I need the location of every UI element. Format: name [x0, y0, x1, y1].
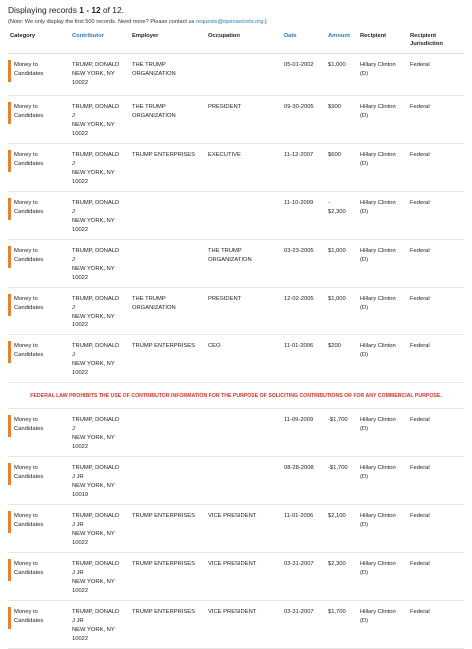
summary-total: 12 [112, 5, 122, 15]
jurisdiction-cell [408, 601, 464, 649]
employer-cell [130, 191, 206, 239]
category-cell-text: Candidates [14, 112, 44, 119]
contributor-cell [70, 457, 130, 505]
table-row [8, 505, 464, 553]
amount-cell-text: $2,100 [328, 513, 346, 520]
col-employer: Employer [132, 33, 159, 39]
contributor-cell-text: J [72, 112, 75, 119]
occupation-cell-text: PRESIDENT [208, 103, 242, 110]
amount-cell [326, 409, 358, 457]
amount-cell-text: $600 [328, 151, 341, 158]
contributor-cell [70, 191, 130, 239]
contributor-cell-text: TRUMP, DONALD [72, 151, 120, 158]
recipient-cell [358, 191, 408, 239]
contributor-cell-text: TRUMP, DONALD [72, 61, 120, 68]
recipient-cell [358, 335, 408, 383]
occupation-cell-text: ORGANIZATION [208, 256, 252, 263]
jurisdiction-cell-text: Federal [410, 609, 430, 616]
category-cell [8, 191, 70, 239]
amount-cell [326, 287, 358, 335]
recipient-cell-text: (D) [360, 256, 369, 263]
category-cell-text: Money to [14, 417, 38, 424]
contributor-cell-text: 10022 [72, 322, 89, 329]
amount-cell-text: $900 [328, 103, 341, 110]
jurisdiction-cell-text: Federal [410, 465, 430, 472]
recipient-cell [358, 287, 408, 335]
table-row [8, 143, 464, 191]
employer-cell [130, 335, 206, 383]
contributor-cell-text: TRUMP, DONALD [72, 465, 120, 472]
note-text: (Note: We only display the first 500 records. Need more? Please contact us [8, 19, 196, 25]
category-cell-text: Candidates [14, 474, 44, 481]
contributor-cell-text: 10022 [72, 444, 89, 451]
date-cell-text: 03-31-2007 [284, 609, 314, 616]
recipient-cell-text: Hillary Clinton [360, 561, 396, 568]
recipient-cell-text: (D) [360, 474, 369, 481]
contributor-cell-text: NEW YORK, NY [72, 627, 115, 634]
recipient-cell [358, 505, 408, 553]
category-cell-text: Money to [14, 465, 38, 472]
col-recipient: Recipient [360, 33, 387, 39]
jurisdiction-cell [408, 53, 464, 95]
recipient-cell [358, 143, 408, 191]
recipient-cell-text: (D) [360, 70, 369, 77]
occupation-cell [206, 601, 282, 649]
recipient-cell-text: Hillary Clinton [360, 151, 396, 158]
category-cell [8, 505, 70, 553]
amount-cell [326, 191, 358, 239]
recipient-cell [358, 53, 408, 95]
contributor-cell-text: TRUMP, DONALD [72, 199, 120, 206]
contributor-cell-text: NEW YORK, NY [72, 121, 115, 128]
table-row [8, 239, 464, 287]
employer-cell-text: ORGANIZATION [132, 304, 176, 311]
jurisdiction-cell [408, 553, 464, 601]
category-cell-text: Candidates [14, 256, 44, 263]
table-row [8, 601, 464, 649]
contributor-cell-text: TRUMP, DONALD [72, 343, 120, 350]
date-cell [282, 239, 326, 287]
category-cell [8, 53, 70, 95]
date-cell-text: 12-02-2005 [284, 295, 314, 302]
contributor-cell-text: J [72, 352, 75, 359]
contributor-cell-text: 10022 [72, 636, 89, 643]
category-cell-text: Money to [14, 103, 38, 110]
recipient-cell-text: Hillary Clinton [360, 513, 396, 520]
employer-cell-text: THE TRUMP [132, 295, 166, 302]
category-cell [8, 553, 70, 601]
contributor-cell-text: NEW YORK, NY [72, 70, 115, 77]
date-cell [282, 457, 326, 505]
recipient-cell [358, 239, 408, 287]
contributor-cell [70, 95, 130, 143]
col-contributor-sort[interactable]: Contributor [72, 33, 104, 39]
date-cell-text: 05-01-2002 [284, 61, 314, 68]
occupation-cell [206, 95, 282, 143]
date-cell [282, 143, 326, 191]
table-row [8, 457, 464, 505]
date-cell-text: 11-01-2006 [284, 513, 314, 520]
category-cell [8, 95, 70, 143]
contributor-cell-text: NEW YORK, NY [72, 579, 115, 586]
amount-cell [326, 335, 358, 383]
employer-cell-text: TRUMP ENTERPRISES [132, 609, 196, 616]
contributor-cell-text: NEW YORK, NY [72, 217, 115, 224]
date-cell [282, 409, 326, 457]
table-header-row [8, 28, 464, 53]
occupation-cell [206, 409, 282, 457]
category-cell-text: Candidates [14, 160, 44, 167]
contributor-cell-text: TRUMP, DONALD [72, 513, 120, 520]
recipient-cell-text: Hillary Clinton [360, 417, 396, 424]
table-row [8, 287, 464, 335]
category-cell [8, 409, 70, 457]
contributor-cell-text: TRUMP, DONALD [72, 561, 120, 568]
employer-cell [130, 553, 206, 601]
amount-cell-text: $200 [328, 343, 341, 350]
employer-cell [130, 505, 206, 553]
contributor-cell-text: TRUMP, DONALD [72, 247, 120, 254]
recipient-cell [358, 95, 408, 143]
occupation-cell-text: VICE PRESIDENT [208, 513, 257, 520]
contributor-cell-text: NEW YORK, NY [72, 531, 115, 538]
contributor-cell [70, 553, 130, 601]
contributor-cell-text: 10022 [72, 540, 89, 547]
legal-warning-row [8, 383, 464, 409]
recipient-cell-text: Hillary Clinton [360, 199, 396, 206]
jurisdiction-cell-text: Federal [410, 151, 430, 158]
jurisdiction-cell-text: Federal [410, 199, 430, 206]
employer-cell-text: ORGANIZATION [132, 112, 176, 119]
jurisdiction-cell [408, 191, 464, 239]
jurisdiction-cell [408, 287, 464, 335]
jurisdiction-cell-text: Federal [410, 247, 430, 254]
date-cell-text: 03-23-2005 [284, 247, 314, 254]
recipient-cell-text: (D) [360, 112, 369, 119]
date-cell-text: 11-10-2009 [284, 199, 314, 206]
occupation-cell [206, 505, 282, 553]
category-cell [8, 457, 70, 505]
contributor-cell-text: J JR [72, 474, 84, 481]
contributor-cell-text: NEW YORK, NY [72, 483, 115, 490]
date-cell [282, 191, 326, 239]
employer-cell-text: THE TRUMP [132, 61, 166, 68]
col-jurisdiction [408, 28, 464, 53]
contributor-cell-text: 10022 [72, 178, 89, 185]
contributor-cell-text: NEW YORK, NY [72, 361, 115, 368]
recipient-cell-text: Hillary Clinton [360, 247, 396, 254]
contributor-cell [70, 239, 130, 287]
records-table [8, 28, 464, 649]
summary-range: 1 - 12 [79, 5, 101, 15]
col-category: Category [10, 33, 36, 39]
contributor-cell-text: TRUMP, DONALD [72, 417, 120, 424]
contributor-cell-text: J [72, 160, 75, 167]
recipient-cell [358, 553, 408, 601]
jurisdiction-cell-text: Federal [410, 61, 430, 68]
col-amount-sort[interactable]: Amount [328, 33, 350, 39]
amount-cell-text: $1,000 [328, 295, 346, 302]
summary-suffix: . [121, 5, 124, 15]
date-cell-text: 11-01-2006 [284, 343, 314, 350]
occupation-cell-text: PRESIDENT [208, 295, 242, 302]
recipient-cell-text: (D) [360, 522, 369, 529]
jurisdiction-cell-text: Federal [410, 295, 430, 302]
records-summary [8, 4, 464, 17]
category-cell-text: Money to [14, 561, 38, 568]
amount-cell [326, 143, 358, 191]
contributor-cell-text: J [72, 426, 75, 433]
amount-cell-text: -$1,700 [328, 465, 348, 472]
records-note [8, 17, 464, 28]
amount-cell-text: $1,700 [328, 609, 346, 616]
table-row [8, 553, 464, 601]
category-cell [8, 239, 70, 287]
occupation-cell-text: THE TRUMP [208, 247, 242, 254]
amount-cell [326, 505, 358, 553]
contributor-cell [70, 601, 130, 649]
contributor-cell-text: NEW YORK, NY [72, 313, 115, 320]
category-cell [8, 601, 70, 649]
contributor-cell-text: J JR [72, 570, 84, 577]
category-cell-text: Candidates [14, 570, 44, 577]
contributor-cell [70, 505, 130, 553]
recipient-cell-text: (D) [360, 304, 369, 311]
contributor-cell [70, 143, 130, 191]
table-row [8, 409, 464, 457]
category-cell-text: Candidates [14, 352, 44, 359]
occupation-cell [206, 335, 282, 383]
contributor-cell-text: J [72, 256, 75, 263]
jurisdiction-cell [408, 239, 464, 287]
recipient-cell-text: (D) [360, 160, 369, 167]
occupation-cell [206, 143, 282, 191]
employer-cell-text: ORGANIZATION [132, 70, 176, 77]
jurisdiction-cell [408, 505, 464, 553]
contributor-cell-text: NEW YORK, NY [72, 265, 115, 272]
category-cell-text: Candidates [14, 70, 44, 77]
contributor-cell-text: TRUMP, DONALD [72, 609, 120, 616]
recipient-cell [358, 409, 408, 457]
amount-cell [326, 457, 358, 505]
contributor-cell-text: 10022 [72, 370, 89, 377]
date-cell-text: 08-28-2008 [284, 465, 314, 472]
recipient-cell-text: Hillary Clinton [360, 465, 396, 472]
employer-cell [130, 53, 206, 95]
contributor-cell-text: TRUMP, DONALD [72, 103, 120, 110]
occupation-cell-text: VICE PRESIDENT [208, 609, 257, 616]
col-occupation: Occupation [208, 33, 240, 39]
date-cell [282, 95, 326, 143]
category-cell-text: Money to [14, 343, 38, 350]
contributor-cell-text: 10022 [72, 588, 89, 595]
category-cell-text: Money to [14, 513, 38, 520]
category-cell-text: Money to [14, 199, 38, 206]
employer-cell-text: TRUMP ENTERPRISES [132, 513, 196, 520]
recipient-cell [358, 601, 408, 649]
recipient-cell-text: Hillary Clinton [360, 61, 396, 68]
category-cell [8, 287, 70, 335]
contributor-cell [70, 409, 130, 457]
amount-cell-text: - [328, 199, 330, 206]
employer-cell [130, 601, 206, 649]
occupation-cell [206, 287, 282, 335]
col-jurisdiction-line2: Jurisdiction [410, 41, 443, 48]
contributor-cell-text: NEW YORK, NY [72, 435, 115, 442]
date-cell-text: 11-09-2009 [284, 417, 314, 424]
occupation-cell [206, 53, 282, 95]
contributor-cell [70, 53, 130, 95]
amount-cell [326, 553, 358, 601]
category-cell-text: Money to [14, 295, 38, 302]
recipient-cell-text: Hillary Clinton [360, 609, 396, 616]
category-cell [8, 335, 70, 383]
contributor-cell [70, 287, 130, 335]
amount-cell-text: $1,000 [328, 61, 346, 68]
occupation-cell [206, 457, 282, 505]
jurisdiction-cell [408, 95, 464, 143]
date-cell-text: 11-12-2007 [284, 151, 314, 158]
employer-cell-text: TRUMP ENTERPRISES [132, 343, 196, 350]
jurisdiction-cell-text: Federal [410, 561, 430, 568]
date-cell [282, 335, 326, 383]
recipient-cell-text: (D) [360, 426, 369, 433]
col-jurisdiction-line1: Recipient [410, 33, 437, 39]
recipient-cell-text: Hillary Clinton [360, 295, 396, 302]
table-row [8, 95, 464, 143]
recipient-cell-text: Hillary Clinton [360, 103, 396, 110]
recipient-cell-text: Hillary Clinton [360, 343, 396, 350]
amount-cell [326, 95, 358, 143]
summary-middle: of [100, 5, 113, 15]
jurisdiction-cell [408, 335, 464, 383]
category-cell-text: Money to [14, 61, 38, 68]
amount-cell [326, 601, 358, 649]
jurisdiction-cell [408, 457, 464, 505]
employer-cell [130, 95, 206, 143]
employer-cell-text: THE TRUMP [132, 103, 166, 110]
category-cell-text: Money to [14, 609, 38, 616]
occupation-cell-text: EXECUTIVE [208, 151, 241, 158]
recipient-cell-text: (D) [360, 352, 369, 359]
employer-cell-text: TRUMP ENTERPRISES [132, 561, 196, 568]
recipient-cell [358, 457, 408, 505]
contributor-cell [70, 335, 130, 383]
category-cell-text: Money to [14, 247, 38, 254]
amount-cell [326, 239, 358, 287]
jurisdiction-cell-text: Federal [410, 103, 430, 110]
occupation-cell [206, 191, 282, 239]
date-cell [282, 601, 326, 649]
contributor-cell-text: 10019 [72, 492, 89, 499]
occupation-cell-text: CEO [208, 343, 221, 350]
employer-cell-text: TRUMP ENTERPRISES [132, 151, 196, 158]
contributor-cell-text: TRUMP, DONALD [72, 295, 120, 302]
amount-cell-text: -$1,700 [328, 417, 348, 424]
contributor-cell-text: 10022 [72, 226, 89, 233]
amount-cell-text: $1,000 [328, 247, 346, 254]
date-cell-text: 09-30-2005 [284, 103, 314, 110]
contributor-cell-text: J JR [72, 618, 84, 625]
employer-cell [130, 457, 206, 505]
date-cell [282, 505, 326, 553]
occupation-cell-text: VICE PRESIDENT [208, 561, 257, 568]
amount-cell-text: $2,300 [328, 208, 346, 215]
category-cell-text: Candidates [14, 618, 44, 625]
note-end: .) [263, 19, 267, 25]
employer-cell [130, 287, 206, 335]
jurisdiction-cell-text: Federal [410, 417, 430, 424]
table-row [8, 53, 464, 95]
date-cell-text: 03-31-2007 [284, 561, 314, 568]
contact-email-link[interactable]: requests@opensecrets.org [196, 19, 264, 25]
jurisdiction-cell [408, 409, 464, 457]
category-cell-text: Candidates [14, 304, 44, 311]
date-cell [282, 287, 326, 335]
employer-cell [130, 409, 206, 457]
recipient-cell-text: (D) [360, 618, 369, 625]
recipient-cell-text: (D) [360, 208, 369, 215]
contributor-cell-text: NEW YORK, NY [72, 169, 115, 176]
col-date-sort[interactable]: Date [284, 33, 297, 39]
contributor-cell-text: J JR [72, 522, 84, 529]
legal-warning: FEDERAL LAW PROHIBITS THE USE OF CONTRIBUTOR INFORMATION FOR THE PURPOSE OF SOLICITING CONTRIBUTIONS OR FOR ANY COMMERCIAL PURPOSE. [30, 392, 442, 399]
contributor-cell-text: 10022 [72, 79, 89, 86]
jurisdiction-cell-text: Federal [410, 343, 430, 350]
contributor-cell-text: 10022 [72, 274, 89, 281]
date-cell [282, 53, 326, 95]
date-cell [282, 553, 326, 601]
jurisdiction-cell [408, 143, 464, 191]
occupation-cell [206, 553, 282, 601]
recipient-cell-text: (D) [360, 570, 369, 577]
occupation-cell [206, 239, 282, 287]
amount-cell [326, 53, 358, 95]
contributor-cell-text: J [72, 304, 75, 311]
category-cell-text: Candidates [14, 426, 44, 433]
employer-cell [130, 143, 206, 191]
contributor-cell-text: 10022 [72, 130, 89, 137]
contributor-cell-text: J [72, 208, 75, 215]
category-cell-text: Candidates [14, 522, 44, 529]
employer-cell [130, 239, 206, 287]
jurisdiction-cell-text: Federal [410, 513, 430, 520]
amount-cell-text: $2,300 [328, 561, 346, 568]
table-row [8, 335, 464, 383]
table-row [8, 191, 464, 239]
summary-prefix: Displaying records [8, 5, 80, 15]
category-cell [8, 143, 70, 191]
category-cell-text: Candidates [14, 208, 44, 215]
category-cell-text: Money to [14, 151, 38, 158]
